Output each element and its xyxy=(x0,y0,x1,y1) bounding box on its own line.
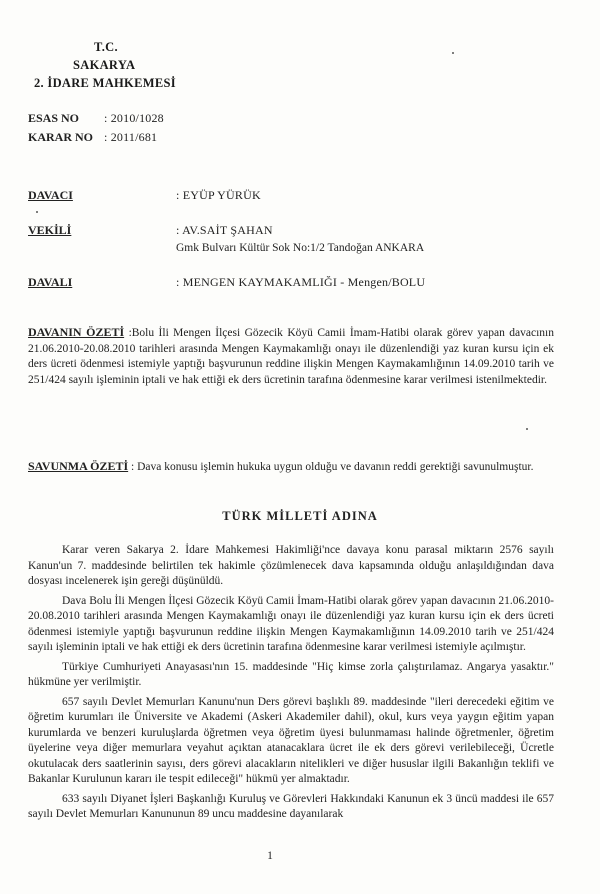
davanin-ozeti-text: :Bolu İli Mengen İlçesi Gözecik Köyü Camii İmam-Hatibi olarak görev yapan davacının 21.06.2010-20.08.2010 tarihleri arasında Mengen Kaymakamlığı onayı ile düzenlendiği yaz kuran kursu için ek ders ücreti ödenmesi istemiyle yaptığı başvurunun reddine ilişkin Mengen Kaymakamlığının 14.09.2010 tarih ve 251/424 sayılı işleminin iptali ve hak ettiği ek ders ücretinin tarafına ödenmesine karar verilmesi istenilmektedir. xyxy=(28,327,554,386)
header-city: SAKARYA xyxy=(73,58,136,72)
davali-label: DAVALI xyxy=(28,275,73,289)
karar-row xyxy=(28,130,164,149)
davanin-ozeti-label: DAVANIN ÖZETİ xyxy=(28,325,125,339)
davaci-row xyxy=(28,188,261,203)
karar-value: : 2011/681 xyxy=(104,130,158,144)
body-paragraph-1: Karar veren Sakarya 2. İdare Mahkemesi Hakimliği'nce davaya konu parasal miktarın 2576 sayılı Kanun'un 7. maddesinde belirtilen tek hakimle çözümlenecek dava kapsamında olduğu anlaşıldığından dava dosyası incelenerek işin gereği düşünüldü. xyxy=(28,544,554,587)
page-number: 1 xyxy=(267,850,273,862)
karar-label: KARAR NO xyxy=(28,130,93,144)
savunma-ozeti-text: : Dava konusu işlemin hukuka uygun olduğu ve davanın reddi gerektiği savunulmuştur. xyxy=(131,461,534,473)
case-references xyxy=(28,111,164,149)
header-court: 2. İDARE MAHKEMESİ xyxy=(34,76,176,90)
vekili-label: VEKİLİ xyxy=(28,223,72,237)
vekili-value: : AV.SAİT ŞAHAN xyxy=(176,223,273,237)
header-tc: T.C. xyxy=(94,40,118,54)
scan-speck xyxy=(452,52,454,54)
savunma-ozeti-label: SAVUNMA ÖZETİ xyxy=(28,459,129,473)
davali-row xyxy=(28,275,425,290)
vekili-row xyxy=(28,223,273,238)
section-title: TÜRK MİLLETİ ADINA xyxy=(222,509,378,523)
decision-body xyxy=(28,543,554,827)
savunma-ozeti xyxy=(28,459,554,476)
body-paragraph-4: 657 sayılı Devlet Memurları Kanunu'nun Ders görevi başlıklı 89. maddesinde "ileri derecedeki eğitim ve öğretim kurumları ile Üniversite ve Akademi (Askeri Akademiler dahil), okul, kurs veya yaygın eğitim yapan kurumlarda ve benzeri kuruluşlarda öğretmen veya öğretim üyesi bulunmaması halinde öğretmenler, öğretim üyelerine veya diğer memurlara veyahut açıktan atanacaklara ücret ile ek ders görevi verilebileceği, Ücretle okutulacak ders saatlerinin sayısı, ders görevi alacakların nitelikleri ve diğer hususlar ilgili Bakanlığın teklifi ve Bakanlar Kurulunun kararı ile tespit edileceği" hükmü yer almaktadır. xyxy=(28,695,554,785)
esas-value: : 2010/1028 xyxy=(104,111,164,125)
davaci-value: : EYÜP YÜRÜK xyxy=(176,188,261,202)
davaci-label: DAVACI xyxy=(28,188,73,202)
scan-speck xyxy=(36,211,38,213)
esas-label: ESAS NO xyxy=(28,111,80,125)
vekili-address: Gmk Bulvarı Kültür Sok No:1/2 Tandoğan ANKARA xyxy=(176,242,425,254)
davali-value: : MENGEN KAYMAKAMLIĞI - Mengen/BOLU xyxy=(176,275,426,289)
scan-speck xyxy=(526,428,528,430)
davanin-ozeti xyxy=(28,325,554,388)
body-paragraph-2: Dava Bolu İli Mengen İlçesi Gözecik Köyü Camii İmam-Hatibi olarak görev yapan davacının 21.06.2010-20.08.2010 tarihleri arasında Mengen Kaymakamlığı onayı ile düzenlendiği yaz kuran kursu için ek ders ücreti ödenmesi istemiyle yaptığı başvurunun reddine ilişkin Mengen Kaymakamlığının 14.09.2010 tarih ve 251/424 sayılı işleminin iptali ve hak ettiği ek ders ücretinin tarafına ödenmesine karar verilmesi istemiyle açılmıştır. xyxy=(28,594,554,653)
body-paragraph-3: Türkiye Cumhuriyeti Anayasası'nın 15. maddesinde "Hiç kimse zorla çalıştırılamaz. Angarya yasaktır." hükmüne yer verilmiştir. xyxy=(28,660,554,688)
esas-row xyxy=(28,111,164,130)
body-paragraph-5: 633 sayılı Diyanet İşleri Başkanlığı Kuruluş ve Görevleri Hakkındaki Kanunun ek 3 üncü maddesi ile 657 sayılı Devlet Memurları Kanununun 89 uncu maddesine dayanılarak xyxy=(28,792,554,820)
